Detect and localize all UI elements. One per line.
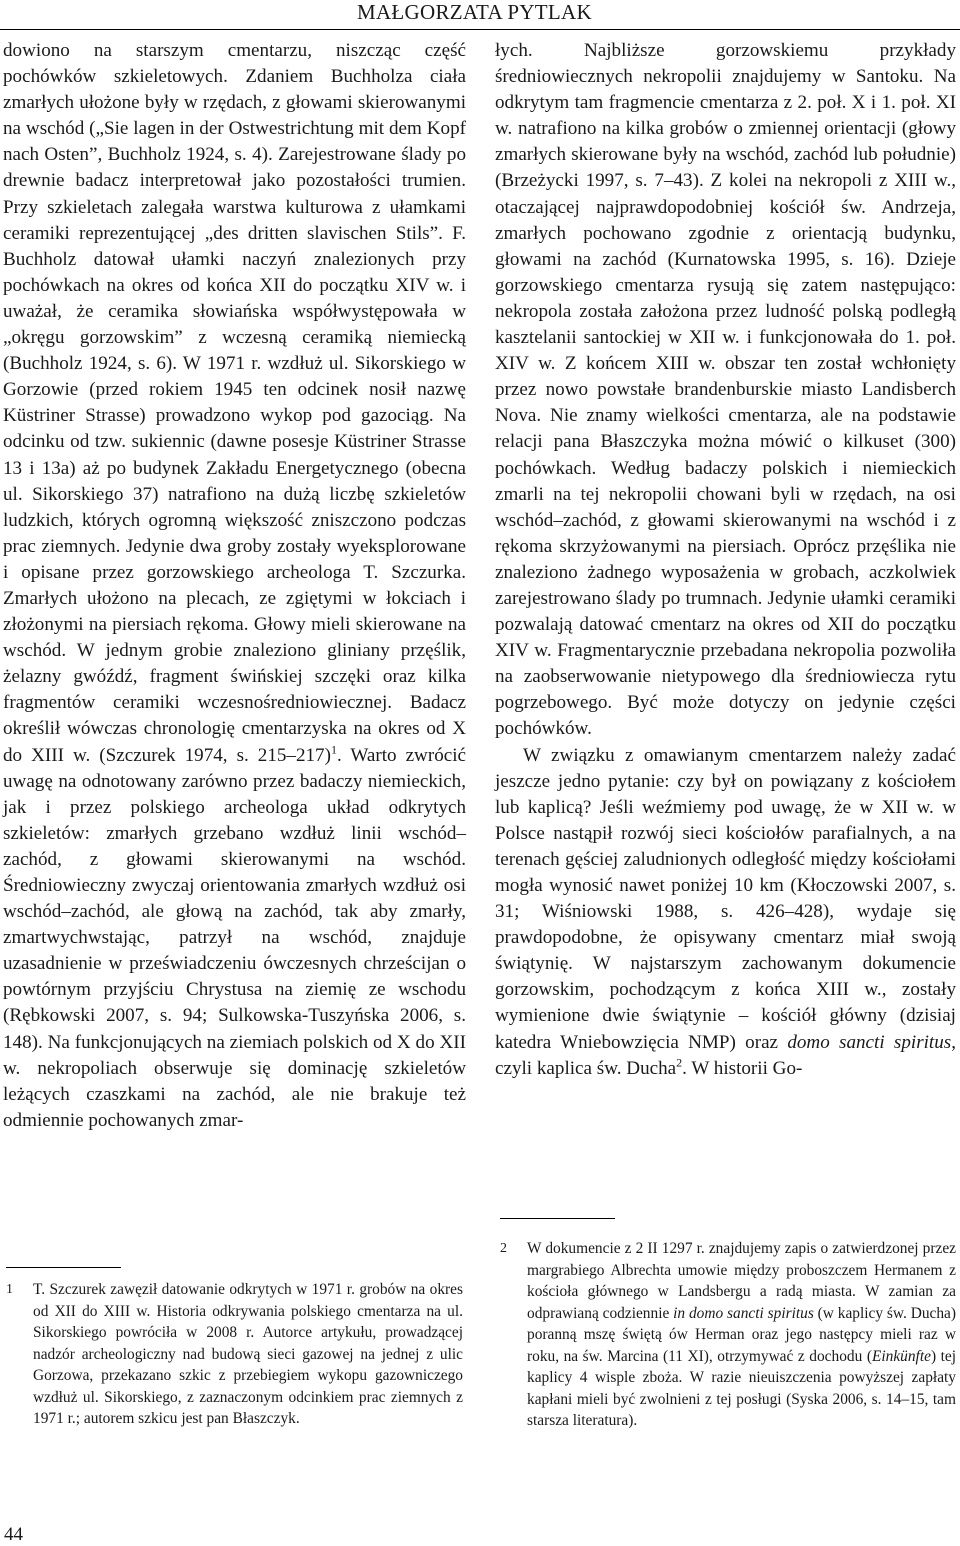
left-paragraph-text-cont: . Warto zwrócić uwagę na odnotowany zarówno przez badaczy niemieckich, jak i przez polskiego archeologa układ odkrytych szkieletów: zmarłych grzebano wzdłuż linii wschód–zachód, z głowami skierowanymi na wschód. Średniowieczny zwyczaj orientowania zmarłych wzdłuż osi wschód–zachód, ale głową na zachód, tak aby zmarły, zmartwychwstając, patrzył na wschód, znajduje uzasadnienie w przeświadczeniu ówczesnych chrześcijan o powtórnym przyjściu Chrystusa na ziemię ze wschodu (Rębkowski 2007, s. 94; Sulkowska-Tuszyńska 2006, s. 148). Na funkcjonujących na ziemiach polskich od X do XII w. nekropoliach obserwuje się dominację szkieletów leżących czaszkami na zachód, ale nie brakuje też odmiennie pochowanych zmar- — [3, 744, 466, 1131]
footnote-2-text-b: (w kaplicy św. Ducha) poranną mszę świętą ów Herman oraz jego następcy mieli raz w roku, na św. Marcina (11 XI), otrzymywać z dochodu ( — [527, 1304, 957, 1365]
right-paragraph-2-text: W związku z omawianym cmentarzem należy zadać jeszcze jedno pytanie: czy był on powiązany z kościołem lub kaplicą? Jeśli weźmiemy pod uwagę, że w XII w. w Polsce nastąpił rozwój sieci kościołów parafialnych, a na terenach gęściej zaludnionych odległość między kościołami mogła wynosić nawet poniżej 10 km (Kłoczowski 2007, s. 31; Wiśniowski 1988, s. 426–428), wydaje się prawdopodobne, że opisywany cmentarz miał swoją świątynię. W najstarszym zachowanym dokumencie gorzowskim, pochodzącym z końca XIII w., zostały wymienione dwie świątynie – kościół główny (dzisiaj katedra Wniebowzięcia NMP) oraz — [495, 744, 956, 1053]
footnote-rule-left — [6, 1267, 121, 1268]
right-paragraph-2-italic: domo sancti spiritus — [787, 1031, 952, 1053]
footnote-2-body — [527, 1238, 956, 1432]
header-rule — [0, 29, 960, 30]
running-header — [0, 0, 960, 30]
left-paragraph — [3, 38, 466, 1134]
footnote-1-text: T. Szczurek zawęził datowanie odkrytych w 1971 r. grobów na okres od XII do XIII w. Historia odkrywania polskiego cmentarza na ul. Sikorskiego powróciła w 2008 r. Autorce artykułu, prowadzącej nadzór archeologiczny nad budową sieci gazowej na jednej z ulic Gorzowa, przekazano szkic z przebiegiem wykopu gazowniczego wzdłuż ul. Sikorskiego, z zaznaczonym odcinkiem prac ziemnych z 1971 r.; autorem szkicu jest pan Błaszczyk. — [33, 1281, 463, 1427]
page-number: 44 — [4, 1524, 23, 1545]
footnote-rule-right — [500, 1218, 615, 1219]
footnote-2-text-c: ) tej kaplicy 4 wisple zboża. W razie nieuiszczenia powyższej zapłaty kapłani mieli być zwolnieni z tej posługi (Syska 2006, s. 14–15, tam starsza literatura). — [527, 1347, 956, 1429]
left-paragraph-text: dowiono na starszym cmentarzu, niszcząc część pochówków szkieletowych. Zdaniem Buchholza ciała zmarłych ułożone były w rzędach, z głowami skierowanymi na wschód („Sie lagen in der Ostwestrichtung mit dem Kopf nach Osten”, Buchholz 1924, s. 4). Zarejestrowane ślady po drewnie badacz interpretował jako pozostałości trumien. Przy szkieletach zalegała warstwa kulturowa z ułamkami ceramiki reprezentującej „des dritten slavischen Stils”. F. Buchholz datował ułamki naczyń znalezionych przy pochówkach na okres od końca XII do początku XIV w. i uważał, że ceramika słowiańska współwystępowała w „okręgu gorzowskim” z wczesną ceramiką niemiecką (Buchholz 1924, s. 6). W 1971 r. wzdłuż ul. Sikorskiego w Gorzowie (przed rokiem 1945 ten odcinek nosił nazwę Küstriner Strasse) prowadzono wykop pod gazociąg. Na odcinku od tzw. sukiennic (dawne posesje Küstriner Strasse 13 i 13a) aż po budynek Zakładu Energetycznego (obecna ul. Sikorskiego 37) natrafiono na dużą liczbę szkieletów ludzkich, których ogromną większość zniszczono podczas prac ziemnych. Jedynie dwa groby zostały wyeksplorowane i opisane przez gorzowskiego archeologa T. Szczurka. Zmarłych ułożono na plecach, ze zgiętymi w łokciach i złożonymi na piersiach rękoma. Głowy mieli skierowane na wschód. W jednym grobie znaleziono gliniany przęślik, żelazny gwóźdź, fragment świńskiej szczęki oraz kilka fragmentów ceramiki wczesnośredniowiecznej. Badacz określił wówczas chronologię cmentarzyska na okres od X do XIII w. (Szczurek 1974, s. 215–217) — [3, 40, 466, 766]
right-paragraph-2-text-c: . W historii Go- — [682, 1057, 803, 1079]
right-paragraph-1: łych. Najbliższe gorzowskiemu przykłady średniowiecznych nekropolii znajdujemy w Santoku. Na odkrytym tam fragmencie cmentarza z 2. poł. X i 1. poł. XI w. natrafiono na kilka grobów o zmiennej orientacji (głowy zmarłych skierowane były na wschód, zachód lub południe) (Brzeżycki 1997, s. 7–43). Z kolei na nekropoli z XIII w., otaczającej najprawdopodobniej kościół św. Andrzeja, zmarłych pochowano zgodnie z orientacją budynku, głowami na zachód (Kurnatowska 1995, s. 16). Dzieje gorzowskiego cmentarza rysują się zatem następująco: nekropola została założona przez ludność polską podległą kasztelanii santockiej w XII w. i funkcjonowała do 1. poł. XIV w. Z końcem XIII w. obszar ten został wchłonięty przez nowo powstałe brandenburskie miasto Landisberch Nova. Nie znamy wielkości cmentarza, ale na podstawie relacji pana Błaszczyka można mówić o kilkuset (300) pochówkach. Według badaczy polskich i niemieckich zmarli na tej nekropolii chowani byli w rzędach, na osi wschód–zachód, z głowami skierowanymi na wschód i z rękoma skrzyżowanymi na piersiach. Oprócz przęślika nie znaleziono żadnego wyposażenia w grobach, aczkolwiek zarejestrowano ślady po trumnach. Jedynie ułamki ceramiki pozwalają datować cmentarz na okres od XII do początku XIV w. Fragmentarycznie przebadana nekropolia pozwoliła na zaobserwowanie nietypowego dla średniowiecza rytu pogrzebowego. Być może dotyczy on jedynie części pochówków. — [495, 40, 956, 740]
footnote-1-number: 1 — [6, 1282, 13, 1297]
footnote-ref-2: 2 — [676, 1055, 683, 1070]
left-column — [3, 38, 466, 1134]
right-column — [495, 38, 956, 1082]
right-paragraph-2-text-b: , czyli kaplica św. Ducha — [495, 1031, 956, 1079]
header-author: MAŁGORZATA PYTLAK — [356, 0, 592, 24]
footnote-2-italic-1: in domo sancti spiritus — [673, 1304, 814, 1322]
footnote-2-number: 2 — [500, 1241, 507, 1256]
footnote-2-text: W dokumencie z 2 II 1297 r. znajdujemy zapis o zatwierdzonej przez margrabiego Albrechta umowie między proboszczem Hermanem z kościoła głównego w Landsbergu a radą miasta. W zamian za odprawianą codziennie — [527, 1240, 956, 1322]
footnote-ref-1: 1 — [330, 742, 337, 757]
footnote-1 — [6, 1279, 463, 1430]
footnote-2 — [500, 1238, 956, 1432]
right-paragraph-2 — [495, 743, 956, 1082]
footnote-2-italic-2: Einkünfte — [871, 1347, 931, 1365]
